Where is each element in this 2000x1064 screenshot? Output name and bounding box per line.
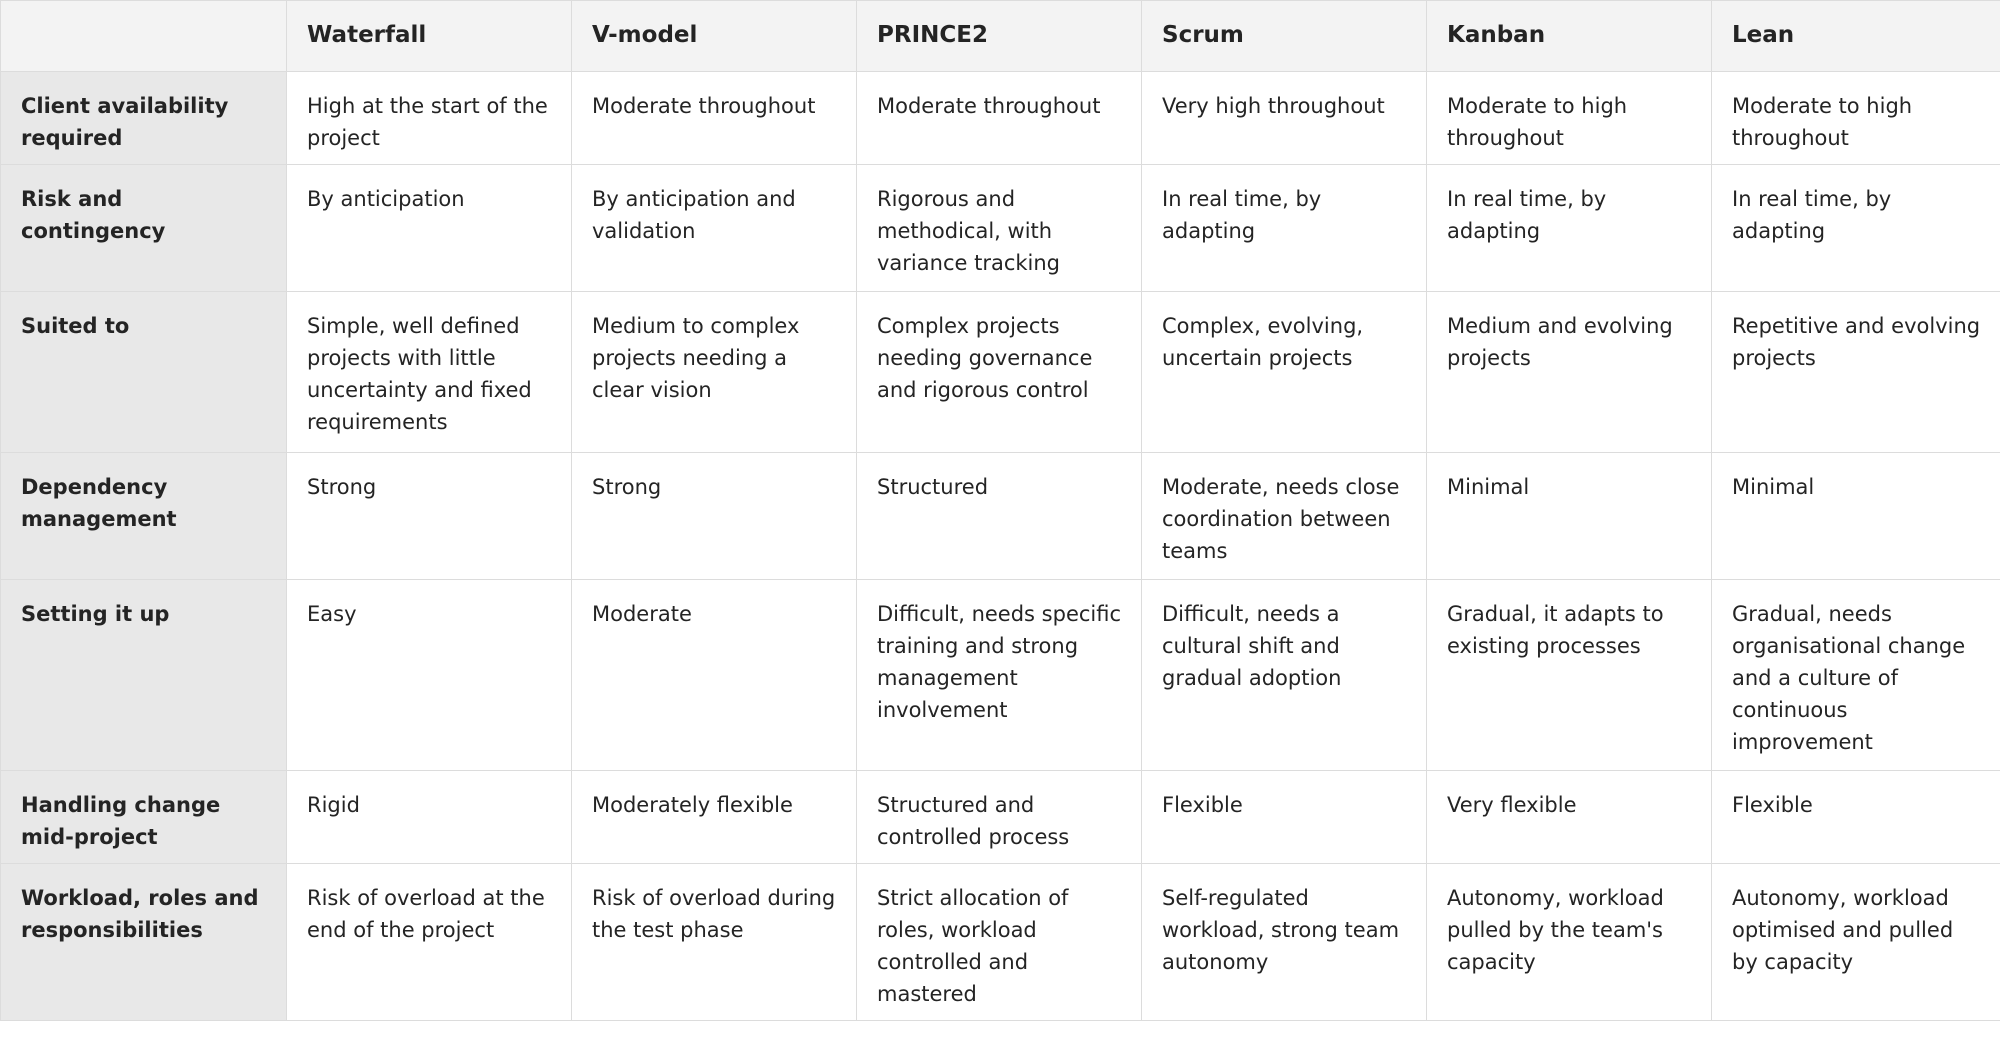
row-header: Risk and contingency	[1, 165, 287, 292]
table-cell: Gradual, needs organisational change and a culture of continuous improvement	[1712, 580, 2000, 771]
column-header-prince2: PRINCE2	[857, 1, 1142, 72]
table-cell: Repetitive and evolving projects	[1712, 292, 2000, 453]
table-cell: Moderate to high throughout	[1427, 72, 1712, 165]
table-cell: Flexible	[1712, 771, 2000, 864]
corner-header	[1, 1, 287, 72]
table-cell: Autonomy, workload pulled by the team's capacity	[1427, 864, 1712, 1021]
table-cell: Medium and evolving projects	[1427, 292, 1712, 453]
header-row	[1, 1, 2000, 72]
table-cell: Moderate to high throughout	[1712, 72, 2000, 165]
table-cell: Minimal	[1427, 453, 1712, 580]
table-row	[1, 292, 2000, 453]
column-header-kanban: Kanban	[1427, 1, 1712, 72]
table-row	[1, 72, 2000, 165]
table-cell: Complex projects needing governance and rigorous control	[857, 292, 1142, 453]
table-cell: Moderate throughout	[572, 72, 857, 165]
table-row	[1, 453, 2000, 580]
table-row	[1, 580, 2000, 771]
table-row	[1, 771, 2000, 864]
row-header: Dependency management	[1, 453, 287, 580]
table-cell: Moderately flexible	[572, 771, 857, 864]
table-cell: Structured	[857, 453, 1142, 580]
table-row	[1, 864, 2000, 1021]
table-cell: Risk of overload at the end of the project	[287, 864, 572, 1021]
table-cell: In real time, by adapting	[1427, 165, 1712, 292]
row-header: Handling change mid-project	[1, 771, 287, 864]
column-header-waterfall: Waterfall	[287, 1, 572, 72]
row-header: Client availability required	[1, 72, 287, 165]
table-cell: Very high throughout	[1142, 72, 1427, 165]
table-cell: Autonomy, workload optimised and pulled by capacity	[1712, 864, 2000, 1021]
table-cell: Easy	[287, 580, 572, 771]
column-header-v-model: V-model	[572, 1, 857, 72]
table-cell: Flexible	[1142, 771, 1427, 864]
table-row	[1, 165, 2000, 292]
table-cell: By anticipation and validation	[572, 165, 857, 292]
table-cell: Self-regulated workload, strong team autonomy	[1142, 864, 1427, 1021]
table-cell: In real time, by adapting	[1712, 165, 2000, 292]
table-cell: Medium to complex projects needing a clear vision	[572, 292, 857, 453]
column-header-scrum: Scrum	[1142, 1, 1427, 72]
row-header: Setting it up	[1, 580, 287, 771]
column-header-lean: Lean	[1712, 1, 2000, 72]
table-cell: Strong	[287, 453, 572, 580]
table-cell: Structured and controlled process	[857, 771, 1142, 864]
table-cell: Difficult, needs a cultural shift and gradual adoption	[1142, 580, 1427, 771]
table-cell: Moderate, needs close coordination between teams	[1142, 453, 1427, 580]
table-cell: Strict allocation of roles, workload controlled and mastered	[857, 864, 1142, 1021]
row-header: Suited to	[1, 292, 287, 453]
table-cell: Moderate throughout	[857, 72, 1142, 165]
table-cell: Moderate	[572, 580, 857, 771]
table-cell: Rigid	[287, 771, 572, 864]
table-cell: Complex, evolving, uncertain projects	[1142, 292, 1427, 453]
table-cell: Difficult, needs specific training and strong management involvement	[857, 580, 1142, 771]
row-header: Workload, roles and responsibilities	[1, 864, 287, 1021]
table-cell: High at the start of the project	[287, 72, 572, 165]
table-cell: Gradual, it adapts to existing processes	[1427, 580, 1712, 771]
table-cell: In real time, by adapting	[1142, 165, 1427, 292]
table-cell: Risk of overload during the test phase	[572, 864, 857, 1021]
table-cell: Strong	[572, 453, 857, 580]
table-cell: Very flexible	[1427, 771, 1712, 864]
table-cell: By anticipation	[287, 165, 572, 292]
table-cell: Minimal	[1712, 453, 2000, 580]
table-cell: Rigorous and methodical, with variance tracking	[857, 165, 1142, 292]
table-cell: Simple, well defined projects with little uncertainty and fixed requirements	[287, 292, 572, 453]
